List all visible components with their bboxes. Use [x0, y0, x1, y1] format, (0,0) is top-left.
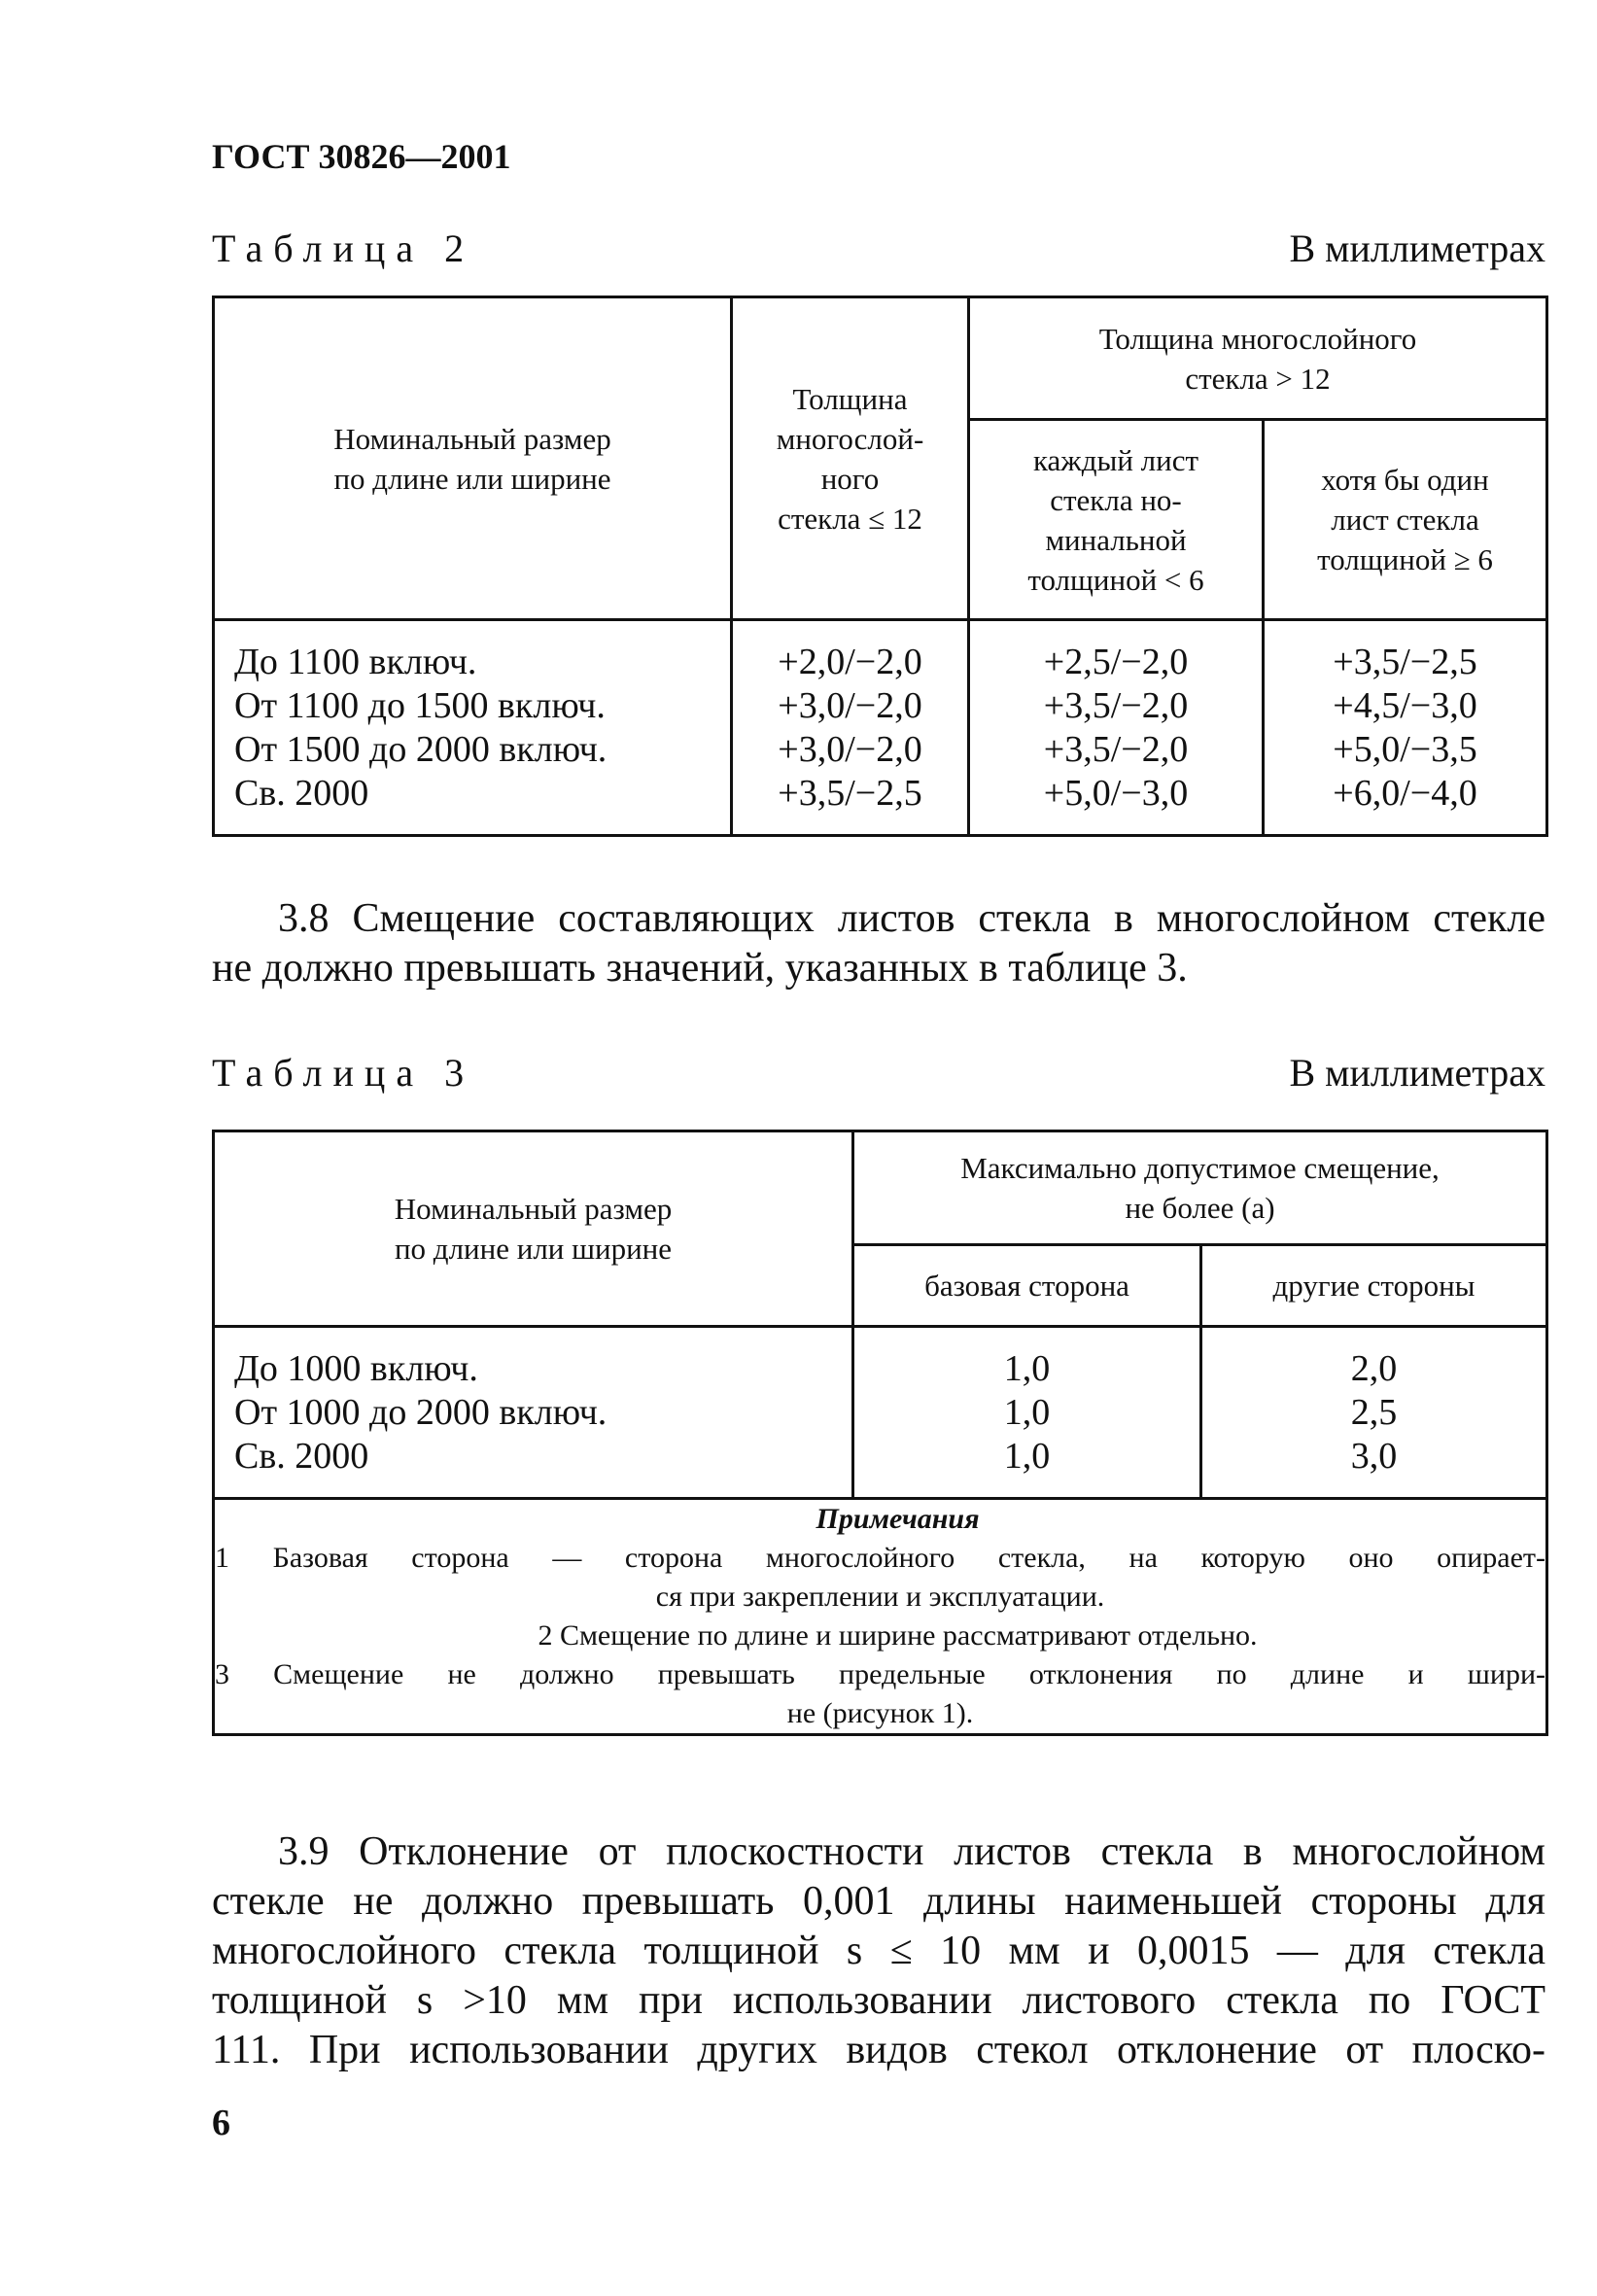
table2-caption-row	[212, 226, 1545, 280]
table2-cell: +3,0/−2,0	[778, 684, 922, 726]
table3-caption: Таблица 3	[212, 1051, 475, 1095]
table3-cell: От 1000 до 2000 включ.	[234, 1391, 608, 1433]
table3-cell: 2,5	[1350, 1391, 1398, 1433]
table2-cell: До 1100 включ.	[234, 641, 477, 682]
table2-size-column	[214, 620, 732, 836]
paragraph-3-9: 3.9 Отклонение от плоскостности листов стекла в многослойном стекле не должно превышать 0,001 длины наименьшей стороны для многослойного стекла толщиной s ≤ 10 мм и 0,0015 — для стекла толщиной s >10 мм при использовании листового стекла по ГОСТ 111. При использовании других видов стекол отклонение от плоско-	[212, 1829, 1545, 2072]
table2-cell: +2,0/−2,0	[778, 641, 922, 682]
table2-header-each-sheet: каждый лист стекла но- минальной толщиной < 6	[969, 420, 1264, 620]
table3-header-base-side: базовая сторона	[853, 1245, 1201, 1327]
table2-cell: Св. 2000	[234, 772, 369, 814]
table3-units: В миллиметрах	[1289, 1051, 1545, 1095]
table2-cell: +3,0/−2,0	[778, 728, 922, 770]
table3-header-other-sides: другие стороны	[1201, 1245, 1547, 1327]
table3-cell: 2,0	[1350, 1347, 1398, 1389]
table2-cell: +6,0/−4,0	[1333, 772, 1477, 814]
table2-cell: +3,5/−2,0	[1043, 728, 1189, 770]
table2-each-sheet-column	[969, 620, 1264, 836]
table3-cell: До 1000 включ.	[234, 1347, 478, 1389]
table3-cell: 1,0	[1003, 1391, 1051, 1433]
table2-one-sheet-column	[1264, 620, 1547, 836]
table2-cell: +5,0/−3,5	[1333, 728, 1477, 770]
table2-cell: +4,5/−3,0	[1333, 684, 1477, 726]
table3-other-sides-column	[1201, 1327, 1547, 1499]
table2-cell: +3,5/−2,5	[1333, 641, 1477, 682]
table2-cell: +3,5/−2,0	[1043, 684, 1189, 726]
table3-base-side-column	[853, 1327, 1201, 1499]
table2-caption: Таблица 2	[212, 226, 475, 270]
paragraph-3-8: 3.8 Смещение составляющих листов стекла в многослойном стекле не должно превышать значений, указанных в таблице 3.	[212, 896, 1545, 991]
note-3: 3 Смещение не должно превышать предельные отклонения по длине и шири-	[215, 1658, 1546, 1690]
table3-header-max-offset: Максимально допустимое смещение, не более (a)	[853, 1131, 1547, 1245]
note-1-cont: ся при закреплении и эксплуатации.	[655, 1581, 1105, 1613]
table3-caption-row	[212, 1050, 1545, 1104]
table2-cell: +5,0/−3,0	[1043, 772, 1189, 814]
note-2: 2 Смещение по длине и ширине рассматривают отдельно.	[538, 1619, 1258, 1652]
table3-size-column	[214, 1327, 853, 1499]
table3-header-size: Номинальный размер по длине или ширине	[214, 1131, 853, 1327]
table2-le12-column	[732, 620, 969, 836]
table2-units: В миллиметрах	[1289, 226, 1545, 270]
note-1: 1 Базовая сторона — сторона многослойного стекла, на которую оно опирает-	[215, 1542, 1546, 1574]
table3-cell: 3,0	[1350, 1435, 1398, 1477]
table-3	[212, 1130, 1548, 1736]
table2-header-thickness-gt12: Толщина многослойного стекла > 12	[969, 297, 1547, 420]
table3-notes	[214, 1499, 1547, 1735]
notes-title: Примечания	[816, 1503, 980, 1535]
table2-header-one-sheet: хотя бы один лист стекла толщиной ≥ 6	[1264, 420, 1547, 620]
table-2	[212, 296, 1548, 837]
table3-cell: Св. 2000	[234, 1435, 369, 1477]
table2-cell: От 1100 до 1500 включ.	[234, 684, 606, 726]
table2-header-thickness-le12: Толщина многослой- ного стекла ≤ 12	[732, 297, 969, 620]
table3-cell: 1,0	[1003, 1435, 1051, 1477]
table3-cell: 1,0	[1003, 1347, 1051, 1389]
table2-cell: +3,5/−2,5	[778, 772, 922, 814]
note-3-cont: не (рисунок 1).	[786, 1697, 974, 1729]
table2-cell: От 1500 до 2000 включ.	[234, 728, 608, 770]
document-code: ГОСТ 30826—2001	[212, 137, 511, 176]
table2-cell: +2,5/−2,0	[1043, 641, 1189, 682]
table2-header-size: Номинальный размер по длине или ширине	[214, 297, 732, 620]
page-number: 6	[212, 2103, 230, 2143]
